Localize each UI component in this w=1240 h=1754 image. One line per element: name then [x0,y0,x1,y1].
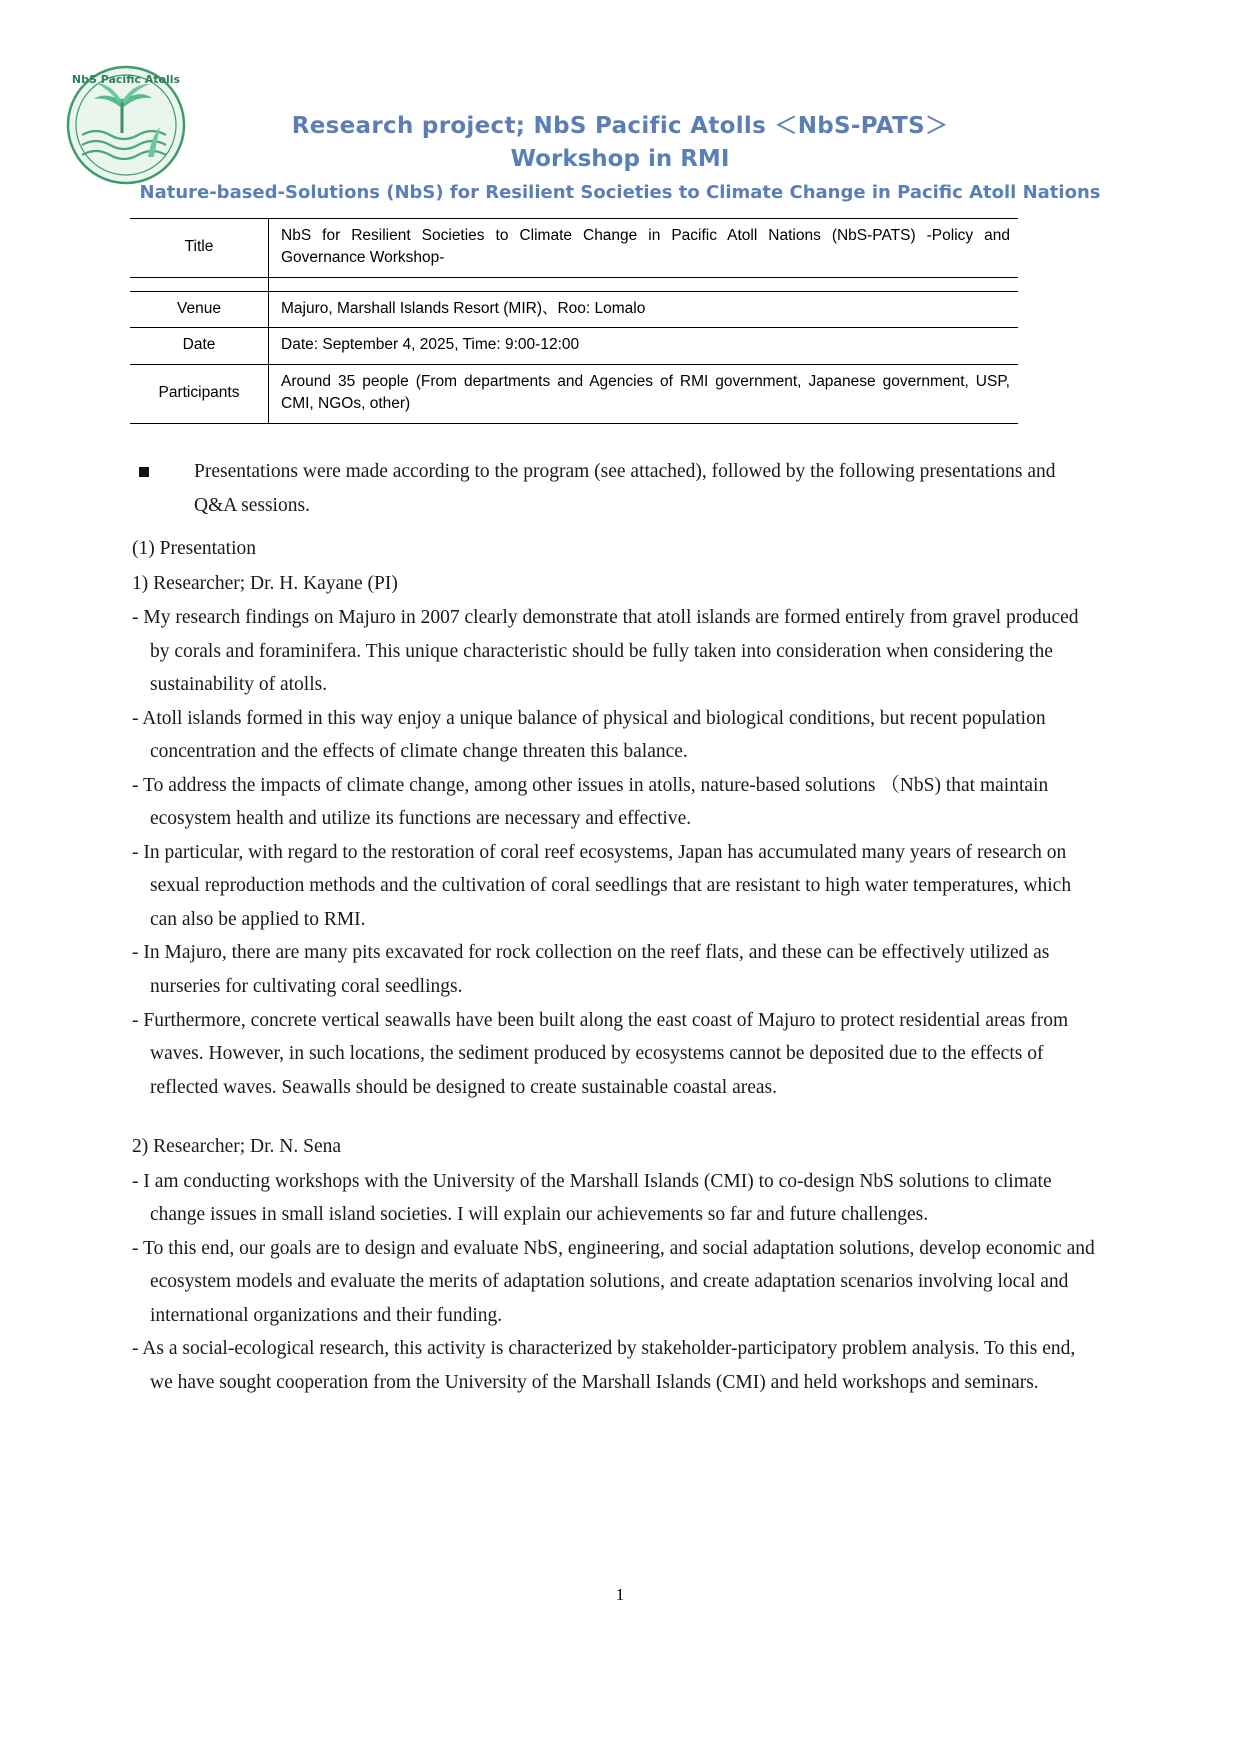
row-value-spacer [269,277,1019,291]
list-item: - In particular, with regard to the restoration of coral reef ecosystems, Japan has accumulated many years of research on sexual reproduction methods and the cultivation of coral seedlings that are resistant to high water temperatures, which can also be applied to RMI. [132,841,1072,930]
row-label-participants: Participants [130,364,269,423]
list-item: - To address the impacts of climate change, among other issues in atolls, nature-based solutions （NbS) that maintain ecosystem health and utilize its functions are necessary and effective. [132,774,1049,830]
svg-text:NbS Pacific Atolls: NbS Pacific Atolls [71,73,181,86]
speaker-heading-kayane: 1) Researcher; Dr. H. Kayane (PI) [132,572,398,594]
table-row [130,364,1018,423]
bullet-text: Presentations were made according to the program (see attached), followed by the following presentations and Q&A sessions. [194,461,1056,516]
square-bullet-icon [139,467,149,477]
table-row [130,328,1018,364]
row-value-participants: Around 35 people (From departments and Agencies of RMI government, Japanese government, USP, CMI, NGOs, other) [269,364,1019,423]
speaker-heading-sena: 2) Researcher; Dr. N. Sena [132,1136,342,1158]
document-header [0,55,1240,215]
subtitle: Nature-based-Solutions (NbS) for Resilient Societies to Climate Change in Pacific Atoll Nations [139,181,1101,203]
paragraph-spacer [132,1104,1098,1130]
workshop-info-table [130,218,1018,424]
row-value-venue: Majuro, Marshall Islands Resort (MIR)、Roo: Lomalo [269,291,1019,327]
list-item: - Furthermore, concrete vertical seawalls have been built along the east coast of Majuro to protect residential areas from waves. However, in such locations, the sediment produced by ecosystems cannot be deposited due to the effects of reflected waves. Seawalls should be designed to create sustainable coastal areas. [132,1009,1069,1098]
list-item: - Atoll islands formed in this way enjoy a unique balance of physical and biological conditions, but recent population concentration and the effects of climate change threaten this balance. [132,707,1046,763]
section-heading-presentation: (1) Presentation [132,538,257,560]
row-label-venue: Venue [130,291,269,327]
list-item: - In Majuro, there are many pits excavated for rock collection on the reef flats, and these can be effectively utilized as nurseries for cultivating coral seedlings. [132,942,1050,997]
table-row-spacer [130,277,1018,291]
page-number: 1 [615,1585,625,1604]
row-label-spacer [130,277,269,291]
row-label-date: Date [130,328,269,364]
list-item: - To this end, our goals are to design and evaluate NbS, engineering, and social adaptation solutions, develop economic and ecosystem models and evaluate the merits of adaptation solutions, and create adaptation scenarios involving local and international organizations and their funding. [132,1237,1095,1326]
header-title-block [110,110,1130,206]
table-row [130,219,1018,278]
row-value-title: NbS for Resilient Societies to Climate Change in Pacific Atoll Nations (NbS-PATS) -Policy and Governance Workshop- [269,219,1019,278]
row-value-date: Date: September 4, 2025, Time: 9:00-12:00 [269,328,1019,364]
list-item: - As a social-ecological research, this activity is characterized by stakeholder-participatory problem analysis. To this end, we have sought cooperation from the University of the Marshall Islands (CMI) and held workshops and seminars. [132,1338,1076,1393]
table-row [130,291,1018,327]
list-item: - I am conducting workshops with the University of the Marshall Islands (CMI) to co-design NbS solutions to climate change issues in small island societies. I will explain our achievements so far and future challenges. [132,1170,1052,1226]
bullet-list-item [132,455,1098,522]
row-label-title: Title [130,219,269,278]
workshop-title: Workshop in RMI [510,146,730,173]
project-title: Research project; NbS Pacific Atolls ＜NbS-PATS＞ [291,113,949,139]
document-body [132,455,1098,1399]
list-item: - My research findings on Majuro in 2007 clearly demonstrate that atoll islands are formed entirely from gravel produced by corals and foraminifera. This unique characteristic should be fully taken into consideration when considering the sustainability of atolls. [132,607,1079,696]
